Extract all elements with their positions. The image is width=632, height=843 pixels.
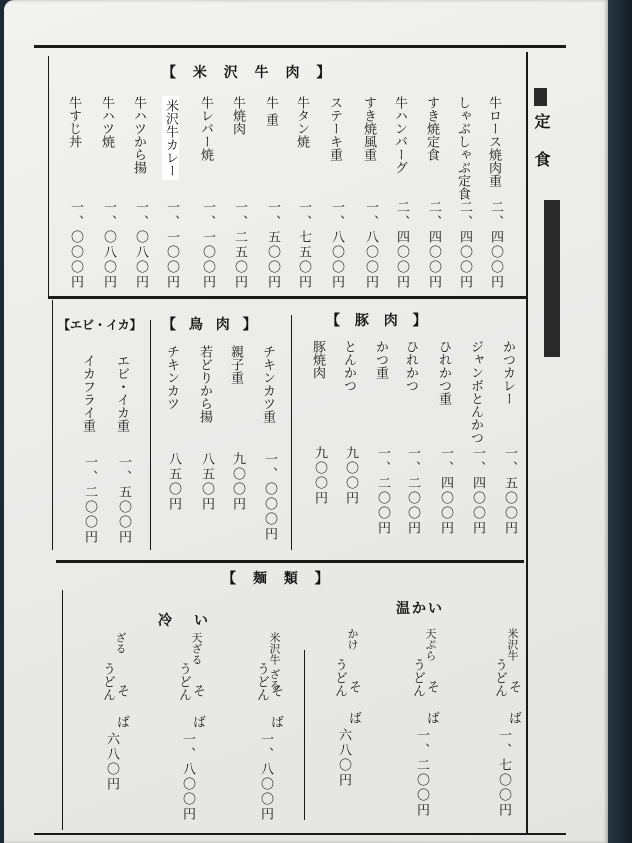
menu-item-price: 九〇〇円 (312, 446, 327, 506)
menu-item-name: 牛タン焼 (294, 96, 309, 148)
menu-item-price: 一、二〇〇円 (375, 446, 390, 536)
noodle-soba: そば (114, 684, 129, 746)
menu-item-name: とんかつ (341, 340, 356, 392)
menu-item-price: 一、二〇〇円 (405, 446, 420, 536)
menu-item-name: 牛焼肉 (230, 96, 245, 135)
noodle-soba: そば (506, 680, 521, 742)
section-title-chicken: 【 鳥 肉 】 (162, 317, 261, 333)
menu-item-name: すき焼定食 (424, 96, 439, 161)
menu-item-name: チキンカツ (164, 345, 179, 410)
bottom-rule (34, 833, 566, 835)
side-tab-bar-top (534, 88, 547, 106)
menu-item-price: 一、八〇〇円 (329, 200, 344, 290)
divider-chicken-pork (291, 315, 292, 550)
menu-item-price: 一、〇八〇円 (133, 200, 148, 290)
menu-item-name: 牛レバー焼 (198, 96, 213, 161)
menu-item-price: 一、二〇〇円 (82, 455, 97, 545)
noodle-prefix: ざる (114, 632, 127, 654)
menu-item-name: しゃぶしゃぶ定食 (455, 96, 470, 200)
noodle-udon: うどん (492, 658, 507, 697)
menu-item-name: エビ・イカ重 (114, 354, 129, 432)
menu-item-name: 豚焼肉 (310, 340, 325, 379)
menu-item-price: 一、二五〇円 (232, 200, 247, 290)
section-title-pork: 【 豚 肉 】 (326, 313, 432, 329)
noodle-price: 一、八〇〇円 (180, 732, 195, 822)
noodle-price: 一、二〇〇円 (414, 728, 429, 818)
menu-item-price: 二、四〇〇円 (394, 200, 409, 290)
left-rule-bottom (62, 590, 63, 830)
noodle-udon: うどん (410, 658, 425, 697)
section-title-noodles: 【 麺 類 】 (222, 571, 335, 587)
left-rule-mid (52, 300, 53, 550)
menu-item-price: 一、一〇〇円 (164, 200, 179, 290)
menu-item-name: 若どりから揚 (197, 345, 212, 423)
menu-item-price: 一、四〇〇円 (438, 446, 453, 536)
noodle-soba: そば (190, 684, 205, 746)
menu-item-name: 牛すじ丼 (66, 96, 81, 148)
menu-item-price: 八五〇円 (166, 452, 181, 512)
menu-item-name: ひれかつ (403, 340, 418, 392)
noodle-prefix: 米沢牛 ざる (268, 632, 281, 691)
noodle-prefix: かけ (346, 628, 359, 650)
side-tab-bar-bottom (544, 200, 560, 357)
noodle-prefix: 天ざる (190, 632, 203, 665)
menu-page (4, 0, 608, 843)
section-title-ebi-ika: 【エビ・イカ】 (58, 318, 142, 332)
menu-item-price: 一、七五〇円 (296, 200, 311, 290)
divider-warm-cold (304, 650, 305, 820)
divider-rule-2 (56, 560, 524, 563)
noodle-soba: そば (424, 680, 439, 742)
noodle-prefix: 天ぷら (424, 628, 437, 661)
noodle-udon: うどん (100, 662, 115, 701)
side-tab-label: 定食 (532, 113, 551, 189)
noodle-udon: うどん (176, 662, 191, 701)
divider-ebi-chicken (150, 320, 151, 550)
menu-item-name: かつカレー (500, 340, 515, 405)
menu-item-price: 一、〇〇〇円 (68, 200, 83, 290)
menu-item-price: 九〇〇円 (343, 446, 358, 506)
menu-item-price: 一、五〇〇円 (116, 455, 131, 545)
menu-item-price: 二、四〇〇円 (457, 200, 472, 290)
left-rule-top (48, 56, 49, 296)
menu-item-name: チキンカツ重 (260, 345, 275, 423)
menu-item-price: 一、五〇〇円 (502, 446, 517, 536)
menu-item-name: イカフライ重 (80, 354, 95, 432)
noodle-udon: うどん (254, 662, 269, 701)
section-title-yonezawa: 【 米 沢 牛 肉 】 (162, 65, 337, 81)
noodle-soba: そば (346, 680, 361, 742)
right-column-rule (526, 52, 528, 833)
noodle-price: 一、七〇〇円 (496, 728, 511, 818)
menu-cover-edge (606, 0, 632, 843)
menu-item-name: すき焼風重 (361, 96, 376, 161)
noodle-prefix: 米沢牛 (506, 628, 519, 661)
noodle-price: 六八〇円 (336, 728, 351, 788)
menu-item-price: 一、〇八〇円 (101, 200, 116, 290)
menu-item-price: 二、四〇〇円 (426, 200, 441, 290)
menu-item-name: 親子重 (228, 345, 243, 384)
noodle-price: 一、八〇〇円 (258, 732, 273, 822)
menu-item-name: ひれかつ重 (436, 340, 451, 405)
noodles-cold-label: 冷い (158, 613, 230, 629)
menu-item-price: 九〇〇円 (230, 452, 245, 512)
menu-item-name: 牛ロース焼肉重 (486, 96, 501, 187)
divider-rule-1 (48, 296, 526, 299)
menu-item-price: 二、四〇〇円 (488, 200, 503, 290)
menu-item-price: 一、四〇〇円 (470, 446, 485, 536)
menu-item-name: ステーキ重 (327, 96, 342, 161)
menu-item-name: かつ重 (373, 340, 388, 379)
menu-item-name: 牛 重 (263, 96, 278, 127)
menu-item-name: 牛ハンバーグ (392, 96, 407, 174)
menu-item-name: 牛ハツから揚 (131, 96, 146, 174)
noodle-price: 六八〇円 (104, 732, 119, 792)
menu-item-name: ジャンボとんかつ (468, 340, 483, 444)
menu-item-price: 一、〇〇〇円 (262, 452, 277, 542)
menu-item-price: 一、一〇〇円 (200, 200, 215, 290)
top-rule (34, 45, 566, 48)
menu-item-price: 一、五〇〇円 (265, 200, 280, 290)
menu-item-price: 八五〇円 (199, 452, 214, 512)
menu-item-name: 牛ハツ焼 (99, 96, 114, 148)
menu-item-price: 一、八〇〇円 (363, 200, 378, 290)
noodles-warm-label: 温かい (396, 601, 444, 617)
menu-item-name: 米沢牛カレー (162, 96, 179, 180)
noodle-soba: そば (268, 684, 283, 746)
noodle-udon: うどん (332, 658, 347, 697)
